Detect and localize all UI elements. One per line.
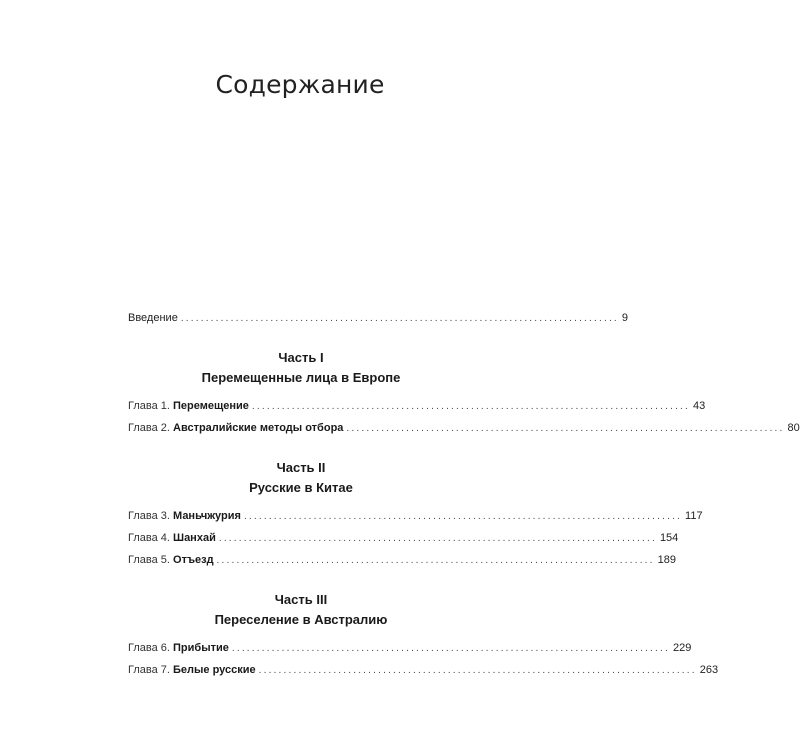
chapter-title: Белые русские <box>173 664 256 676</box>
chapter-title: Отъезд <box>173 554 214 566</box>
part-title: Переселение в Австралию <box>214 612 388 627</box>
toc-page-number: 80 <box>787 422 800 434</box>
chapter-number: Глава 6. <box>128 642 170 654</box>
part-heading <box>128 590 474 630</box>
chapter-number: Глава 4. <box>128 532 170 544</box>
dot-leader: ........................................................................................ <box>180 313 619 324</box>
chapter-title: Маньчжурия <box>173 510 241 522</box>
dot-leader: ........................................................................................ <box>216 555 655 566</box>
toc-page-number: 9 <box>621 312 629 324</box>
chapter-title: Перемещение <box>173 400 249 412</box>
toc-entry-chapter[interactable] <box>128 400 706 422</box>
chapter-number: Глава 5. <box>128 554 170 566</box>
toc-entry-chapter[interactable] <box>128 554 676 576</box>
part-label: Часть II <box>276 460 326 475</box>
toc-page-number: 154 <box>659 532 679 544</box>
part-title: Перемещенные лица в Европе <box>201 370 401 385</box>
part-heading <box>128 458 474 498</box>
dot-leader: ........................................................................................ <box>218 533 657 544</box>
part-label: Часть I <box>278 350 324 365</box>
toc-intro-label: Введение <box>128 312 178 324</box>
dot-leader: ........................................................................................ <box>258 665 697 676</box>
dot-leader: ........................................................................................ <box>346 423 785 434</box>
part-heading <box>128 348 474 388</box>
part-label: Часть III <box>274 592 328 607</box>
toc-entry-chapter[interactable] <box>128 664 719 686</box>
chapter-number: Глава 7. <box>128 664 170 676</box>
toc-entry-intro[interactable] <box>128 312 629 334</box>
dot-leader: ........................................................................................ <box>251 401 691 412</box>
toc-entry-chapter[interactable] <box>128 532 679 554</box>
chapter-title: Шанхай <box>173 532 216 544</box>
chapter-number: Глава 1. <box>128 400 170 412</box>
toc-entry-chapter[interactable] <box>128 422 800 444</box>
dot-leader: ........................................................................................ <box>231 643 670 654</box>
toc-entry-chapter[interactable] <box>128 510 703 532</box>
toc-page-number: 43 <box>693 400 706 412</box>
toc-page-number: 189 <box>657 554 676 566</box>
table-of-contents <box>128 312 800 686</box>
chapter-title: Австралийские методы отбора <box>173 422 344 434</box>
toc-entry-chapter[interactable] <box>128 642 692 664</box>
chapter-number: Глава 3. <box>128 510 170 522</box>
part-title: Русские в Китае <box>249 480 353 495</box>
toc-page-number: 117 <box>685 510 703 522</box>
chapter-title: Прибытие <box>173 642 229 654</box>
toc-page-number: 263 <box>699 664 719 676</box>
toc-page-number: 229 <box>672 642 692 654</box>
page-title: Содержание <box>215 70 385 99</box>
chapter-number: Глава 2. <box>128 422 170 434</box>
dot-leader: ........................................................................................ <box>243 511 683 522</box>
